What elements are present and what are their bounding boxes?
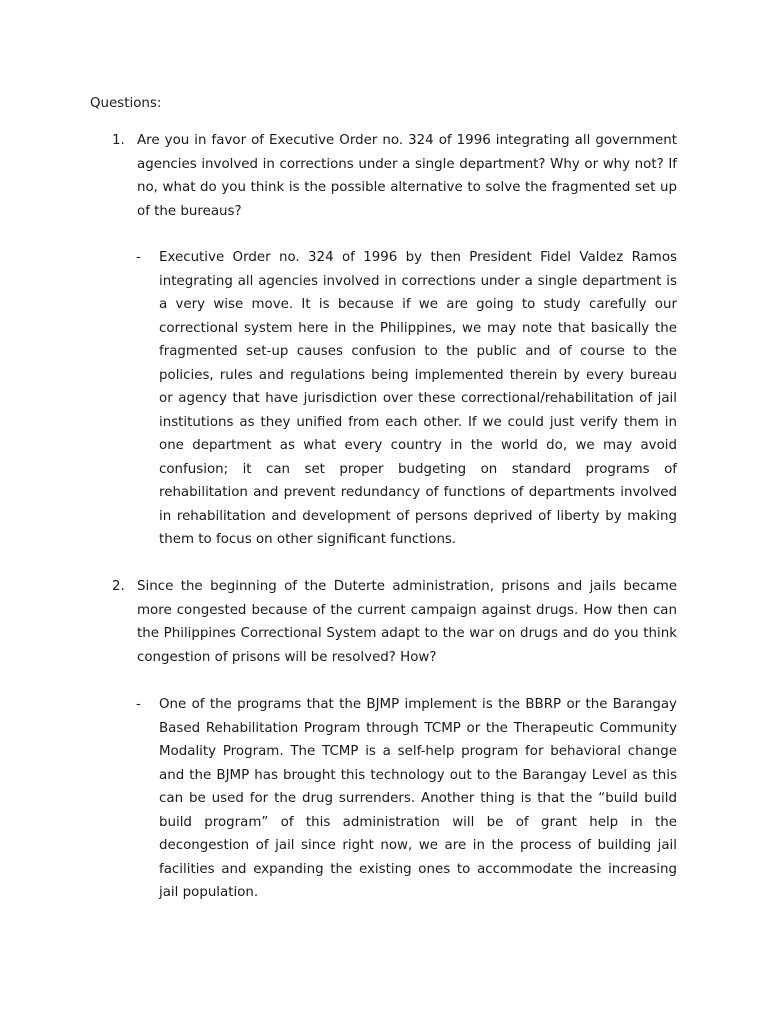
answer-1-dash: - xyxy=(136,250,141,265)
answer-2-dash: - xyxy=(136,697,141,712)
question-1-number: 1. xyxy=(112,133,125,148)
question-1-text: Are you in favor of Executive Order no. 324 of 1996 integrating all government agencies involved in corrections under a single department? Why or why not? If no, what do you think is the possible alternative to solve the fragmented set up of the bureaus? xyxy=(137,133,677,219)
question-2-number: 2. xyxy=(112,579,125,594)
answer-1-text: Executive Order no. 324 of 1996 by then President Fidel Valdez Ramos integrating all agencies involved in corrections under a single department is a very wise move. It is because if we are going to study carefully our correctional system here in the Philippines, we may note that basically the fragmented set-up causes confusion to the public and of course to the policies, rules and regulations being implemented therein by every bureau or agency that have jurisdiction over these correctional/rehabilitation of jail institutions as they unified from each other. If we could just verify them in one department as what every country in the world do, we may avoid confusion; it can set proper budgeting on standard programs of rehabilitation and prevent redundancy of functions of departments involved in rehabilitation and development of persons deprived of liberty by making them to focus on other significant functions. xyxy=(159,250,677,547)
question-2-text: Since the beginning of the Duterte administration, prisons and jails became more congested because of the current campaign against drugs. How then can the Philippines Correctional System adapt to the war on drugs and do you think congestion of prisons will be resolved? How? xyxy=(137,579,677,665)
questions-heading: Questions: xyxy=(90,96,162,111)
answer-2-text: One of the programs that the BJMP implement is the BBRP or the Barangay Based Rehabilitation Program through TCMP or the Therapeutic Community Modality Program. The TCMP is a self-help program for behavioral change and the BJMP has brought this technology out to the Barangay Level as this can be used for the drug surrenders. Another thing is that the “build build build program” of this administration will be of grant help in the decongestion of jail since right now, we are in the process of building jail facilities and expanding the existing ones to accommodate the increasing jail population. xyxy=(159,697,677,900)
